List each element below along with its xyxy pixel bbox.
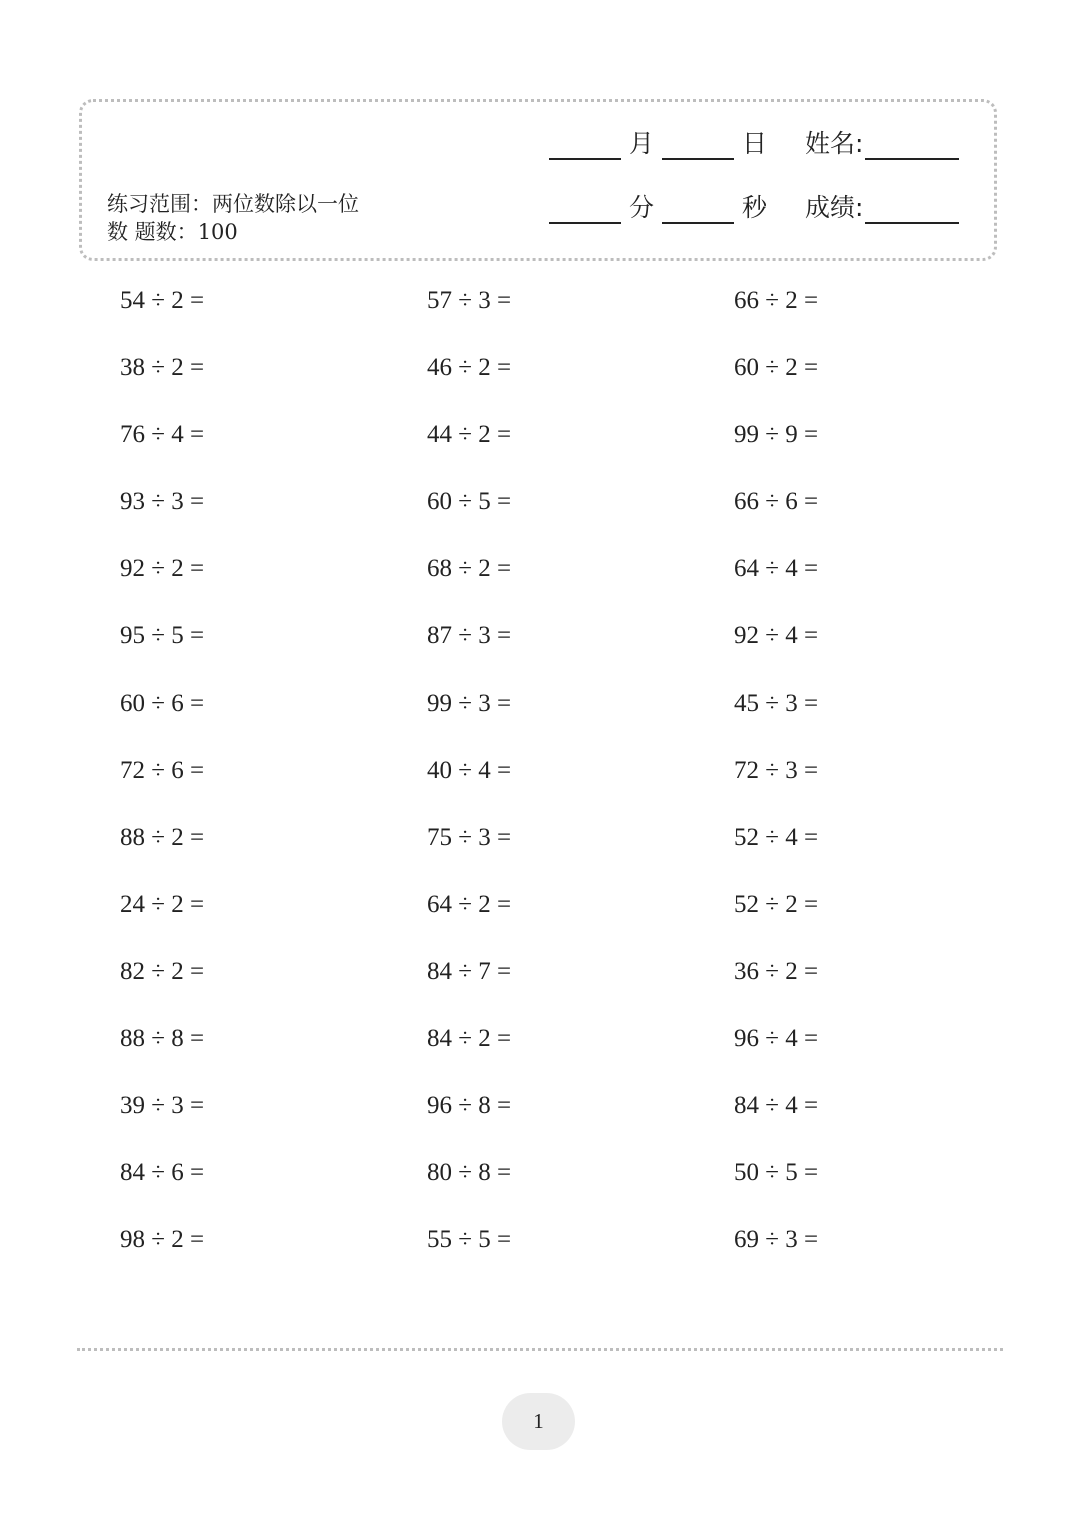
score-blank[interactable]: [865, 192, 959, 224]
division-problem: 40 ÷ 4 =: [427, 756, 512, 784]
division-problem: 36 ÷ 2 =: [734, 957, 819, 985]
day-label: 日: [742, 129, 768, 158]
division-problem: 64 ÷ 4 =: [734, 555, 819, 583]
division-problem: 87 ÷ 3 =: [427, 622, 512, 650]
division-problem: 92 ÷ 4 =: [734, 622, 819, 650]
division-problem: 24 ÷ 2 =: [120, 890, 205, 918]
division-problem: 60 ÷ 5 =: [427, 488, 512, 516]
division-problem: 64 ÷ 2 =: [427, 890, 512, 918]
division-problem: 57 ÷ 3 =: [427, 287, 512, 314]
division-problem: 55 ÷ 5 =: [427, 1226, 512, 1254]
division-problem: 38 ÷ 2 =: [120, 354, 205, 382]
division-problem: 82 ÷ 2 =: [120, 957, 205, 985]
division-problem: 92 ÷ 2 =: [120, 555, 205, 583]
division-problem: 44 ÷ 2 =: [427, 421, 512, 449]
division-problem: 52 ÷ 4 =: [734, 823, 819, 851]
division-problem: 95 ÷ 5 =: [120, 622, 205, 650]
division-problem: 68 ÷ 2 =: [427, 555, 512, 583]
division-problem: 45 ÷ 3 =: [734, 689, 819, 717]
problem-grid: [120, 280, 1040, 1286]
page-number: 1: [502, 1393, 575, 1450]
division-problem: 72 ÷ 6 =: [120, 756, 205, 784]
name-label: 姓名:: [805, 129, 864, 158]
division-problem: 84 ÷ 2 =: [427, 1025, 512, 1053]
practice-scope: [107, 190, 397, 246]
score-label: 成绩:: [805, 193, 864, 222]
time-score-row: [549, 192, 959, 224]
division-problem: 75 ÷ 3 =: [427, 823, 512, 851]
division-problem: 99 ÷ 3 =: [427, 689, 512, 717]
division-problem: 98 ÷ 2 =: [120, 1226, 205, 1254]
division-problem: 76 ÷ 4 =: [120, 421, 205, 449]
division-problem: 52 ÷ 2 =: [734, 890, 819, 918]
question-count: 100: [197, 220, 238, 244]
division-problem: 66 ÷ 6 =: [734, 488, 819, 516]
division-problem: 84 ÷ 7 =: [427, 957, 512, 985]
division-problem: 80 ÷ 8 =: [427, 1159, 512, 1187]
division-problem: 50 ÷ 5 =: [734, 1159, 819, 1187]
division-problem: 69 ÷ 3 =: [734, 1226, 819, 1254]
division-problem: 46 ÷ 2 =: [427, 354, 512, 382]
division-problem: 60 ÷ 2 =: [734, 354, 819, 382]
day-blank[interactable]: [662, 128, 734, 160]
month-label: 月: [629, 129, 655, 158]
scope-line-2: [107, 218, 397, 246]
minute-label: 分: [629, 193, 655, 222]
division-problem: 66 ÷ 2 =: [734, 287, 819, 314]
footer-divider: [77, 1348, 1003, 1351]
division-problem: 96 ÷ 8 =: [427, 1092, 512, 1120]
scope-count-label: 数 题数：: [107, 220, 198, 244]
division-problem: 72 ÷ 3 =: [734, 756, 819, 784]
name-blank[interactable]: [865, 128, 959, 160]
date-name-row: [549, 128, 959, 160]
month-blank[interactable]: [549, 128, 621, 160]
division-problem: 54 ÷ 2 =: [120, 287, 205, 314]
division-problem: 60 ÷ 6 =: [120, 689, 205, 717]
division-problem: 88 ÷ 2 =: [120, 823, 205, 851]
division-problem: 99 ÷ 9 =: [734, 421, 819, 449]
division-problem: 84 ÷ 4 =: [734, 1092, 819, 1120]
division-problem: 84 ÷ 6 =: [120, 1159, 205, 1187]
minute-blank[interactable]: [549, 192, 621, 224]
division-problem: 93 ÷ 3 =: [120, 488, 205, 516]
division-problem: 88 ÷ 8 =: [120, 1025, 205, 1053]
division-problem: 96 ÷ 4 =: [734, 1025, 819, 1053]
division-problem: 39 ÷ 3 =: [120, 1092, 205, 1120]
scope-line-1: 练习范围：两位数除以一位: [107, 192, 359, 216]
second-blank[interactable]: [662, 192, 734, 224]
second-label: 秒: [742, 193, 768, 222]
